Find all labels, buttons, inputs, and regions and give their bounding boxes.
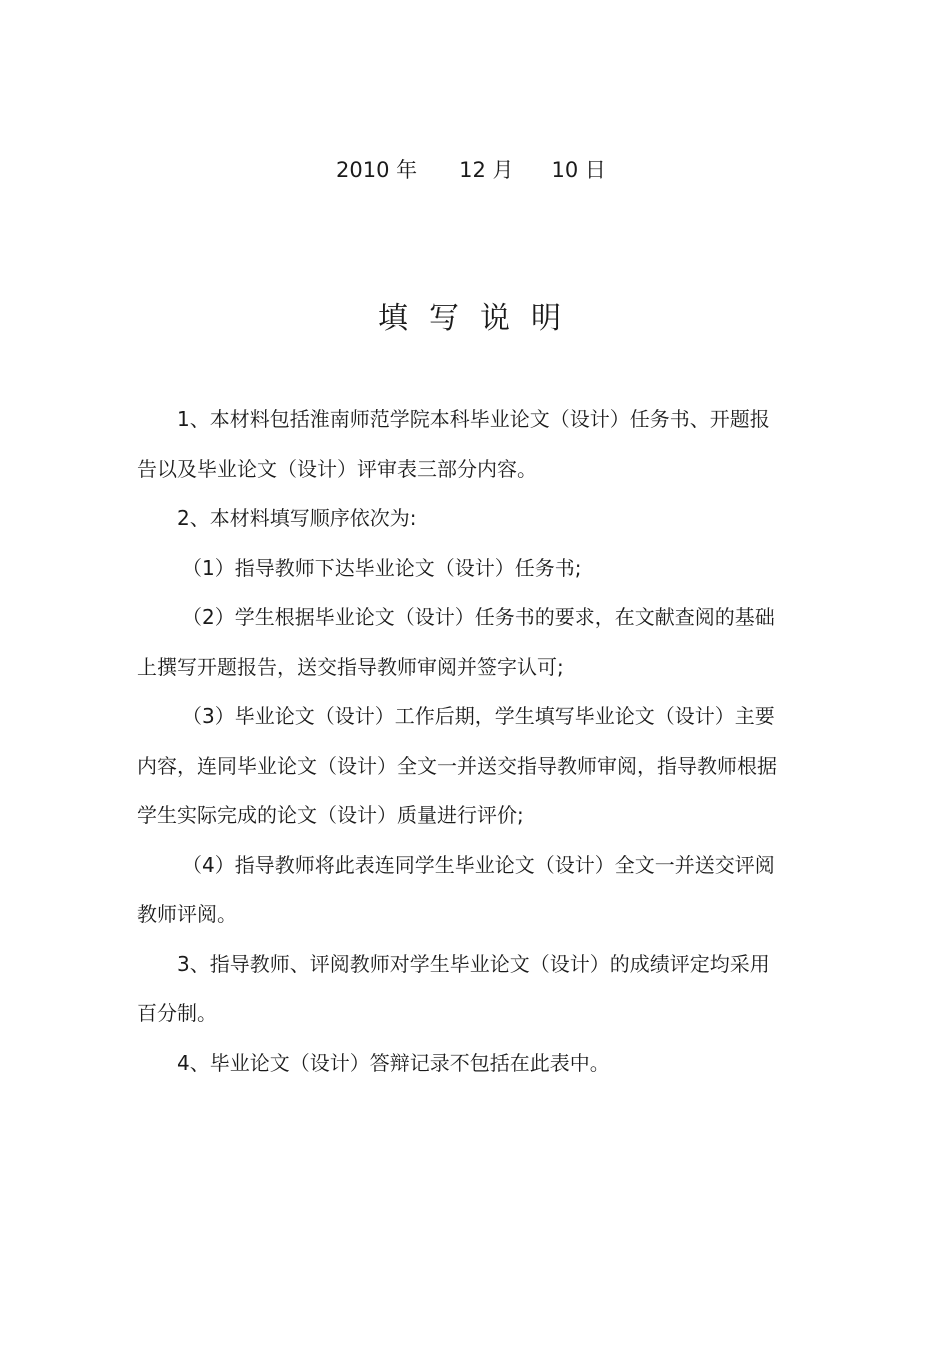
instruction-paragraph-4: 4、毕业论文（设计）答辩记录不包括在此表中。 [177, 1050, 610, 1075]
instruction-paragraph-2: 2、本材料填写顺序依次为: [177, 506, 417, 530]
date-line [336, 155, 606, 185]
instruction-step-1: （1）指导教师下达毕业论文（设计）任务书; [182, 555, 582, 580]
instruction-step-4: （4）指导教师将此表连同学生毕业论文（设计）全文一并送交评阅教师评阅。 [137, 852, 775, 926]
date-year: 2010 年 [336, 158, 418, 182]
page-title: 填写说明 [378, 301, 582, 336]
date-day: 10 日 [551, 158, 606, 182]
instruction-paragraph-1: 1、本材料包括淮南师范学院本科毕业论文（设计）任务书、开题报告以及毕业论文（设计）评审表三部分内容。 [137, 407, 770, 481]
instruction-step-3: （3）毕业论文（设计）工作后期，学生填写毕业论文（设计）主要内容，连同毕业论文（设计）全文一并送交指导教师审阅，指导教师根据学生实际完成的论文（设计）质量进行评价; [137, 704, 777, 827]
instruction-paragraph-3: 3、指导教师、评阅教师对学生毕业论文（设计）的成绩评定均采用百分制。 [137, 951, 770, 1025]
instruction-step-2: （2）学生根据毕业论文（设计）任务书的要求，在文献查阅的基础上撰写开题报告，送交指导教师审阅并签字认可; [137, 605, 775, 679]
instructions-body [137, 395, 787, 1088]
date-month: 12 月 [459, 158, 514, 182]
